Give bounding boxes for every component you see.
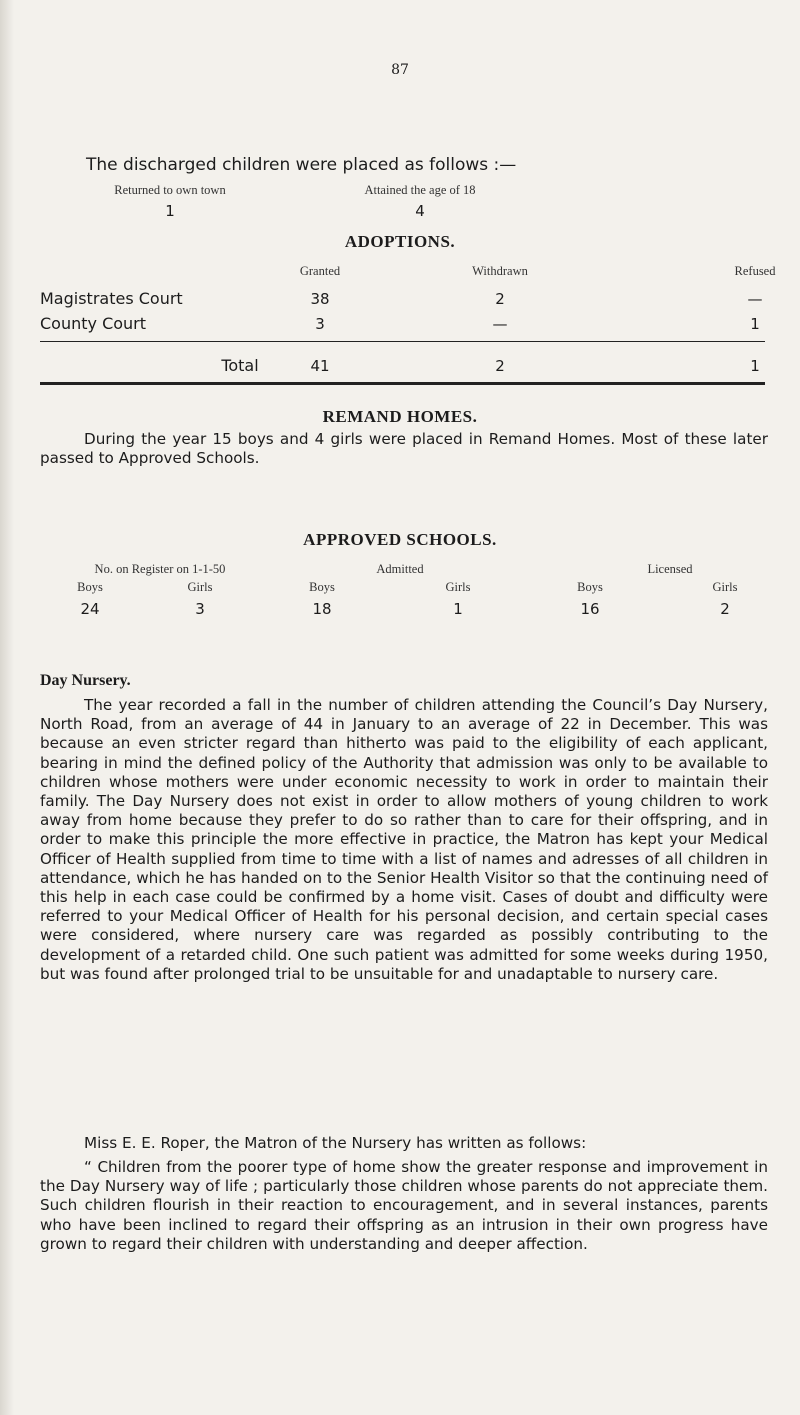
remand-text: During the year 15 boys and 4 girls were placed in Remand Homes. Most of these later passed to Approved Schools.	[40, 430, 768, 468]
approved-group-register: No. on Register on 1-1-50	[94, 562, 226, 576]
adoptions-total-cell: 1	[750, 357, 760, 375]
adoptions-cell: —	[492, 315, 508, 333]
total-rule-top	[40, 341, 765, 342]
approved-heading: APPROVED SCHOOLS.	[303, 530, 497, 549]
page-number: 87	[391, 62, 409, 78]
approved-subcol: Boys	[77, 580, 103, 594]
nursery-text-2: Miss E. E. Roper, the Matron of the Nursery has written as follows:	[84, 1134, 587, 1152]
placed-intro: The discharged children were placed as follows :—	[86, 155, 517, 175]
returned-label: Returned to own town	[114, 183, 226, 197]
nursery-paragraph-2	[40, 1134, 768, 1153]
approved-group-licensed: Licensed	[647, 562, 693, 576]
adoptions-total-cell: 2	[495, 357, 505, 375]
attained-label: Attained the age of 18	[364, 183, 476, 197]
approved-value: 16	[580, 600, 600, 618]
page-edge-shadow	[0, 0, 14, 1415]
nursery-quote	[40, 1158, 768, 1254]
adoptions-cell: 1	[750, 315, 760, 333]
adoptions-total-label: Total	[221, 356, 259, 375]
adoptions-row-label: County Court	[40, 314, 147, 333]
adoptions-heading: ADOPTIONS.	[344, 232, 456, 251]
nursery-heading: Day Nursery.	[40, 672, 131, 689]
attained-value: 4	[415, 202, 425, 220]
adoptions-col-withdrawn: Withdrawn	[472, 264, 528, 278]
approved-value: 1	[453, 600, 463, 618]
adoptions-total-cell: 41	[310, 357, 330, 375]
adoptions-cell: 38	[310, 290, 330, 308]
adoptions-col-refused: Refused	[734, 264, 776, 278]
nursery-text-1: The year recorded a fall in the number of children attending the Council’s Day Nursery, North Road, from an average of 44 in January to an average of 22 in December. This was because an even stricter regard than hitherto was paid to the eligibility of each applicant, bearing in mind the defined policy of the Authority that admission was only to be available to children whose mothers were under economic necessity to work in order to maintain their family. The Day Nursery does not exist in order to allow mothers of young children to work away from home because they prefer to do so rather than to care for their offspring, and in order to make this principle the more effective in practice, the Matron has kept your Medical Officer of Health supplied from time to time with a list of names and adresses of all children in attendance, which he has handed on to the Senior Health Visitor so that the continuing need of this help in each case could be confirmed by a home visit. Cases of doubt and difficulty were referred to your Medical Officer of Health for his personal decision, and certain special cases were considered, where nursery care was regarded as possibly contributing to the development of a retarded child. One such patient was admitted for some weeks during 1950, but was found after prolonged trial to be unsuitable for and unadaptable to nursery care.	[40, 696, 768, 983]
adoptions-col-granted: Granted	[299, 264, 341, 278]
approved-subcol: Boys	[577, 580, 603, 594]
nursery-text-3: “ Children from the poorer type of home show the greater response and improvement in the Day Nursery way of life ; particularly those children whose parents do not appreciate them. Such children flourish in their reaction to encouragement, and in several instances, parents who have been inclined to regard their offspring as an intrusion in their own progress have grown to regard their children with understanding and deeper affection.	[40, 1158, 768, 1253]
approved-group-admitted: Admitted	[376, 562, 424, 576]
approved-value: 3	[195, 600, 205, 618]
approved-subcol: Girls	[712, 580, 738, 594]
approved-subcol: Girls	[187, 580, 213, 594]
remand-paragraph	[40, 430, 768, 468]
approved-subcol: Girls	[445, 580, 471, 594]
nursery-paragraph-1	[40, 696, 768, 984]
adoptions-cell: 3	[315, 315, 325, 333]
approved-value: 18	[312, 600, 332, 618]
returned-value: 1	[165, 202, 175, 220]
total-rule-bottom	[40, 382, 765, 385]
approved-value: 2	[720, 600, 730, 618]
adoptions-cell: 2	[495, 290, 505, 308]
approved-value: 24	[80, 600, 100, 618]
remand-heading: REMAND HOMES.	[322, 407, 478, 426]
approved-subcol: Boys	[309, 580, 335, 594]
adoptions-row-label: Magistrates Court	[40, 289, 183, 308]
adoptions-cell: —	[747, 290, 763, 308]
